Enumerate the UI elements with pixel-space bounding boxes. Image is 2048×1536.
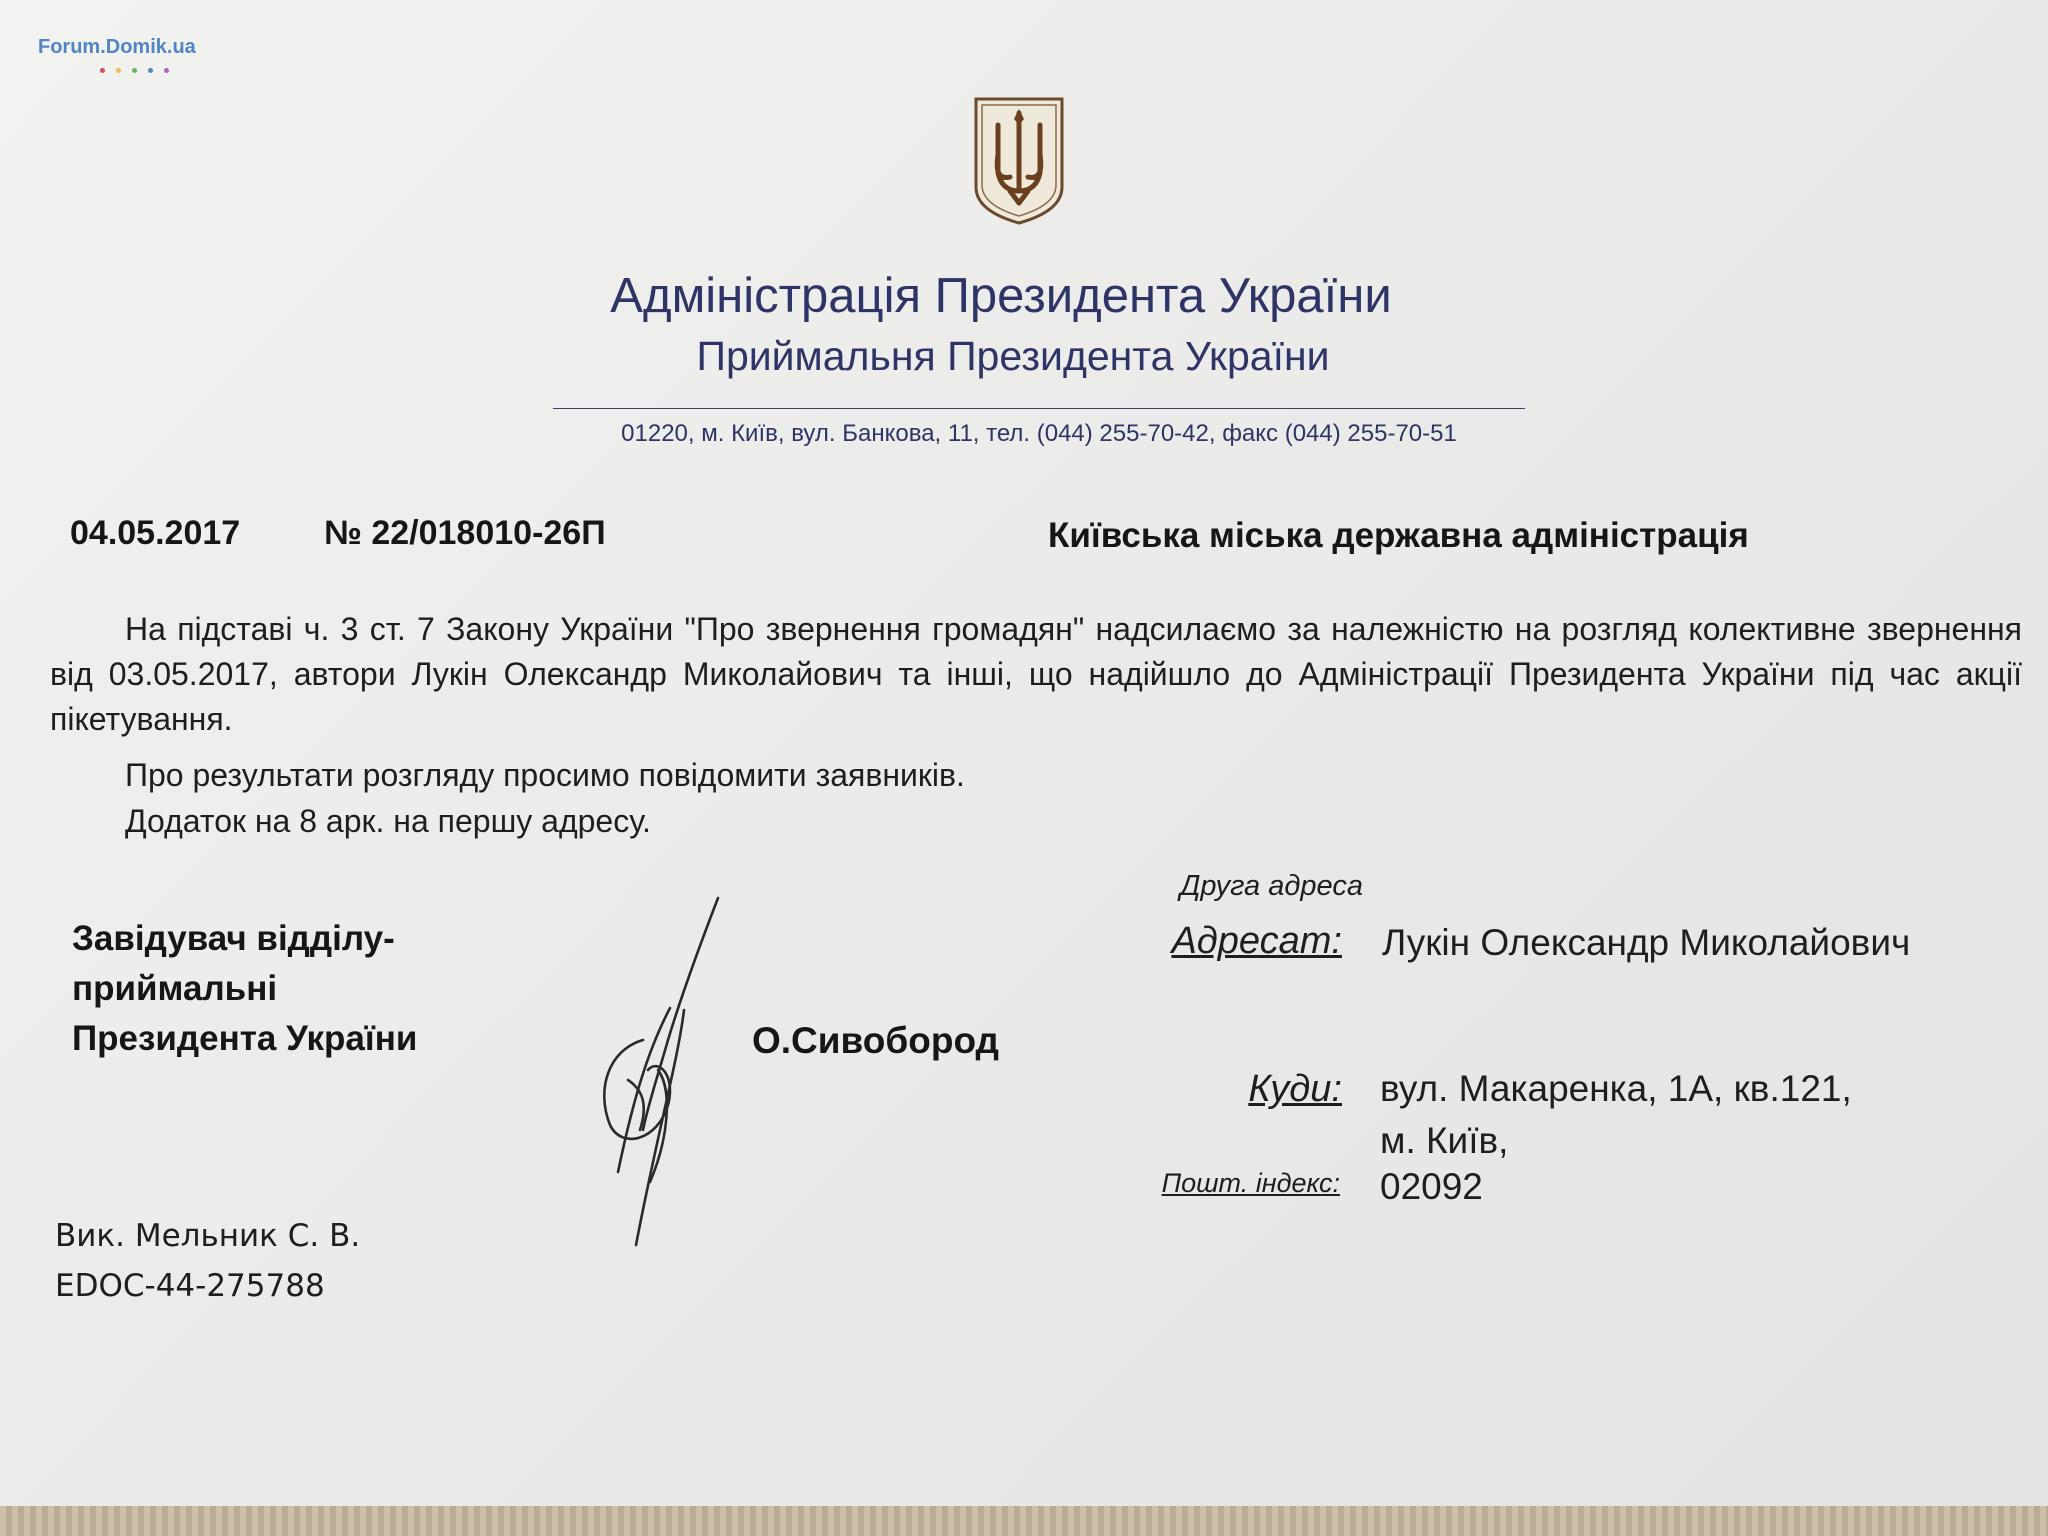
executor-name: Вик. Мельник С. В.	[55, 1218, 361, 1254]
postal-code-label: Пошт. індекс:	[1161, 1168, 1340, 1198]
department-name: Приймальня Президента України	[696, 333, 1330, 379]
body-paragraph-3: Додаток на 8 арк. на першу адресу.	[125, 803, 651, 839]
header-divider	[553, 408, 1525, 409]
body-paragraph-1: На підставі ч. 3 ст. 7 Закону України "Про звернення громадян" надсилаємо за належністю на розгляд колективне звернення від 03.05.2017, автори Лукін Олександр Миколайович та інші, що надійшло до Адміністрації Президента України під час акції пікетування.	[50, 611, 2022, 737]
recipient-organization: Київська міська державна адміністрація	[1048, 516, 1749, 555]
letter-number: № 22/018010-26П	[324, 514, 606, 552]
second-address-heading: Друга адреса	[1180, 870, 1363, 902]
background-fabric	[0, 1506, 2048, 1536]
watermark-dot	[164, 68, 169, 73]
where-label: Куди:	[1248, 1068, 1342, 1110]
edoc-number: EDOC-44-275788	[55, 1268, 325, 1304]
organization-name: Адміністрація Президента України	[610, 269, 1392, 323]
handwritten-signature-icon	[588, 890, 738, 1255]
organization-address: 01220, м. Київ, вул. Банкова, 11, тел. (044) 255-70-42, факс (044) 255-70-51	[621, 420, 1457, 447]
watermark-dot	[148, 68, 153, 73]
letter-date: 04.05.2017	[70, 514, 241, 552]
watermark-dot	[132, 68, 137, 73]
addressee-label: Адресат:	[1171, 920, 1342, 962]
watermark-text[interactable]: Forum.Domik.ua	[38, 36, 196, 58]
watermark-dots	[100, 60, 180, 78]
tryzub-coat-of-arms-icon	[970, 95, 1068, 232]
address-street: вул. Макаренка, 1А, кв.121,	[1380, 1068, 1852, 1109]
signer-name: О.Сивобород	[752, 1020, 1000, 1061]
postal-code-value: 02092	[1380, 1166, 1483, 1207]
body-paragraph-2: Про результати розгляду просимо повідомити заявників.	[125, 757, 965, 793]
position-line: приймальні	[72, 969, 278, 1008]
address-city: м. Київ,	[1380, 1120, 1509, 1161]
position-line: Президента України	[72, 1019, 418, 1058]
addressee-name: Лукін Олександр Миколайович	[1382, 922, 1911, 963]
signer-position	[72, 914, 552, 1064]
watermark-dot	[116, 68, 121, 73]
position-line: Завідувач відділу-	[72, 919, 395, 958]
watermark-dot	[100, 68, 105, 73]
